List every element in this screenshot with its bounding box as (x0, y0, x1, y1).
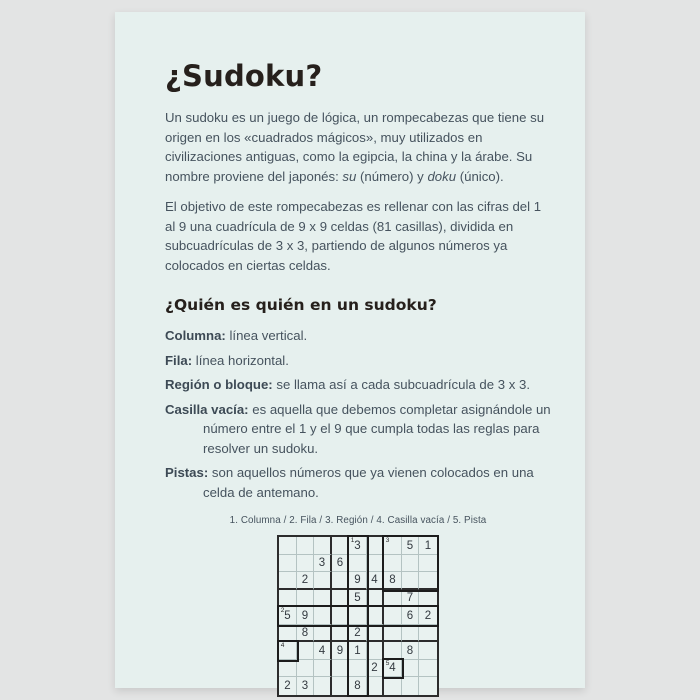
sudoku-cell-value: 4 (318, 644, 326, 657)
sudoku-cell (279, 625, 297, 643)
sudoku-cell-value: 9 (354, 574, 361, 587)
sudoku-cell (367, 660, 385, 678)
sudoku-cell (349, 555, 367, 573)
sudoku-cell (314, 572, 332, 590)
sudoku-cell (314, 607, 332, 625)
sudoku-cell (314, 642, 332, 660)
definitions-list (165, 326, 551, 502)
sudoku-cell (297, 590, 315, 608)
sudoku-cell (419, 537, 437, 555)
italic-term: su (342, 168, 357, 184)
sudoku-cell (314, 555, 332, 573)
sudoku-cell (349, 607, 367, 625)
sudoku-cell (419, 607, 437, 625)
sudoku-cell (332, 572, 350, 590)
sudoku-grid (277, 535, 439, 697)
sudoku-cell-value: 2 (424, 609, 432, 622)
sudoku-cell-value: 9 (336, 644, 344, 657)
annotation-number: 3 (385, 537, 390, 545)
sudoku-cell (297, 642, 315, 660)
sudoku-cell-value: 3 (354, 539, 361, 552)
sudoku-cell (279, 607, 297, 625)
sudoku-cell-value: 8 (301, 626, 309, 639)
sudoku-cell (419, 555, 437, 573)
sudoku-cell-value: 3 (318, 557, 326, 570)
definition-text: línea horizontal. (192, 352, 289, 368)
sudoku-cell-value: 4 (371, 574, 378, 587)
annotation-number: 1 (350, 537, 355, 545)
sudoku-cell (332, 590, 350, 608)
sudoku-cell (297, 572, 315, 590)
annotation-number: 2 (280, 607, 285, 615)
sudoku-cell (384, 590, 402, 608)
sudoku-cell (332, 625, 350, 643)
sudoku-cell-value: 7 (406, 592, 414, 605)
sudoku-cell (279, 642, 297, 660)
annotation-number: 5 (385, 659, 390, 667)
text-run: (único). (456, 168, 504, 184)
sudoku-cell (297, 660, 315, 678)
definition-item (165, 351, 551, 371)
sudoku-cell (314, 625, 332, 643)
definition-term: Pistas: (165, 465, 209, 481)
sudoku-cell (279, 677, 297, 695)
definition-item (165, 326, 551, 346)
sudoku-cell (332, 555, 350, 573)
sudoku-cell (402, 555, 420, 573)
sudoku-cell-value: 6 (406, 609, 414, 622)
intro-paragraph-2: El objetivo de este rompecabezas es rellenar con las cifras del 1 al 9 una cuadrícula de 9 x 9 celdas (81 casillas), dividida en subcuadrículas de 3 x 3, partiendo de algunos números ya colocados en ciertas celdas. (165, 199, 542, 273)
definition-text: es aquella que debemos completar asignándole un número entre el 1 y el 9 que cumpla todas las reglas para resolver un sudoku. (203, 401, 551, 456)
sudoku-cell (367, 590, 385, 608)
page-title: ¿Sudoku? (165, 59, 323, 93)
sudoku-cell (297, 677, 315, 695)
sudoku-cell (402, 537, 420, 555)
sudoku-cell (349, 572, 367, 590)
sudoku-cell-value: 4 (389, 662, 396, 675)
definition-term: Fila: (165, 352, 193, 368)
sudoku-cell-value: 5 (354, 592, 361, 605)
sudoku-cell (349, 590, 367, 608)
sudoku-cell-value: 8 (354, 680, 361, 693)
definition-item (165, 400, 551, 459)
sudoku-cell (419, 590, 437, 608)
sudoku-cell (402, 572, 420, 590)
italic-term: doku (427, 168, 457, 184)
sudoku-cell (314, 677, 332, 695)
sudoku-cell (402, 642, 420, 660)
sudoku-cell (384, 625, 402, 643)
sudoku-cell-value: 8 (406, 644, 414, 657)
sudoku-cell (279, 537, 297, 555)
sudoku-cell (384, 677, 402, 695)
definition-item (165, 375, 551, 395)
sudoku-cell (384, 572, 402, 590)
sudoku-cell-value: 9 (301, 609, 309, 622)
sudoku-cell (384, 607, 402, 625)
sudoku-cell (314, 537, 332, 555)
sudoku-cell-value: 2 (354, 626, 361, 639)
sudoku-cell (419, 625, 437, 643)
annotation-number: 4 (280, 642, 285, 650)
sudoku-cell (349, 537, 367, 555)
sudoku-cell (279, 660, 297, 678)
sudoku-cell (279, 590, 297, 608)
sudoku-cell (384, 537, 402, 555)
book-page (115, 12, 585, 693)
sudoku-cell (367, 555, 385, 573)
sudoku-cell (297, 555, 315, 573)
sudoku-cell (332, 607, 350, 625)
sudoku-cell-value: 3 (301, 680, 309, 693)
sudoku-cell (367, 607, 385, 625)
sudoku-cell (384, 555, 402, 573)
definition-term: Columna: (165, 328, 226, 344)
sudoku-cell (349, 677, 367, 695)
definition-item (165, 463, 551, 502)
sudoku-cell (367, 642, 385, 660)
intro-paragraph-1 (165, 108, 547, 186)
sudoku-cell (332, 642, 350, 660)
sudoku-cell (367, 537, 385, 555)
sudoku-cell (402, 607, 420, 625)
text-run: (número) y (356, 168, 428, 184)
figure-caption: 1. Columna / 2. Fila / 3. Región / 4. Casilla vacía / 5. Pista (229, 515, 487, 527)
definition-text: se llama así a cada subcuadrícula de 3 x 3. (272, 377, 530, 393)
sudoku-cell-value: 6 (336, 557, 344, 570)
sudoku-cell (367, 677, 385, 695)
definition-text: línea vertical. (225, 328, 308, 344)
sudoku-cell-value: 5 (406, 539, 414, 552)
sudoku-cell (367, 572, 385, 590)
sudoku-cell (384, 660, 402, 678)
sudoku-cell (349, 625, 367, 643)
sudoku-cell (419, 572, 437, 590)
sudoku-cell (384, 642, 402, 660)
sudoku-cell (332, 660, 350, 678)
definition-term: Casilla vacía: (165, 401, 249, 417)
sudoku-cell (402, 677, 420, 695)
sudoku-cell-value: 1 (424, 539, 432, 552)
sudoku-cell (332, 537, 350, 555)
sudoku-cell (297, 625, 315, 643)
sudoku-cell (279, 555, 297, 573)
text-run: Un sudoku es un juego de lógica, un rompecabezas que tiene su origen en los «cuadrados mágicos», muy utilizados en civilizaciones antiguas, como la egipcia, la china y la árabe. Su nombre proviene del japonés: (165, 110, 545, 184)
sudoku-cell-value: 2 (371, 662, 378, 675)
sudoku-cell (314, 590, 332, 608)
sudoku-cell-value: 2 (301, 574, 309, 587)
definition-term: Región o bloque: (165, 377, 273, 393)
sudoku-cell (402, 590, 420, 608)
sudoku-cell (419, 677, 437, 695)
sudoku-cell-value: 1 (354, 644, 361, 657)
section-heading: ¿Quién es quién en un sudoku? (165, 296, 437, 315)
sudoku-cell-value: 8 (389, 574, 396, 587)
sudoku-cell (349, 660, 367, 678)
sudoku-cell (349, 642, 367, 660)
sudoku-cell (297, 537, 315, 555)
sudoku-cell (367, 625, 385, 643)
sudoku-cell (314, 660, 332, 678)
sudoku-cell-value: 5 (284, 609, 291, 622)
sudoku-cell (419, 660, 437, 678)
sudoku-grid-wrapper (277, 535, 439, 697)
sudoku-figure (165, 515, 551, 697)
sudoku-cell (402, 625, 420, 643)
sudoku-cell (402, 660, 420, 678)
sudoku-cell (279, 572, 297, 590)
sudoku-cell (297, 607, 315, 625)
sudoku-cell-value: 2 (284, 680, 291, 693)
definition-text: son aquellos números que ya vienen colocados en una celda de antemano. (203, 465, 534, 500)
sudoku-cell (332, 677, 350, 695)
sudoku-cell (419, 642, 437, 660)
